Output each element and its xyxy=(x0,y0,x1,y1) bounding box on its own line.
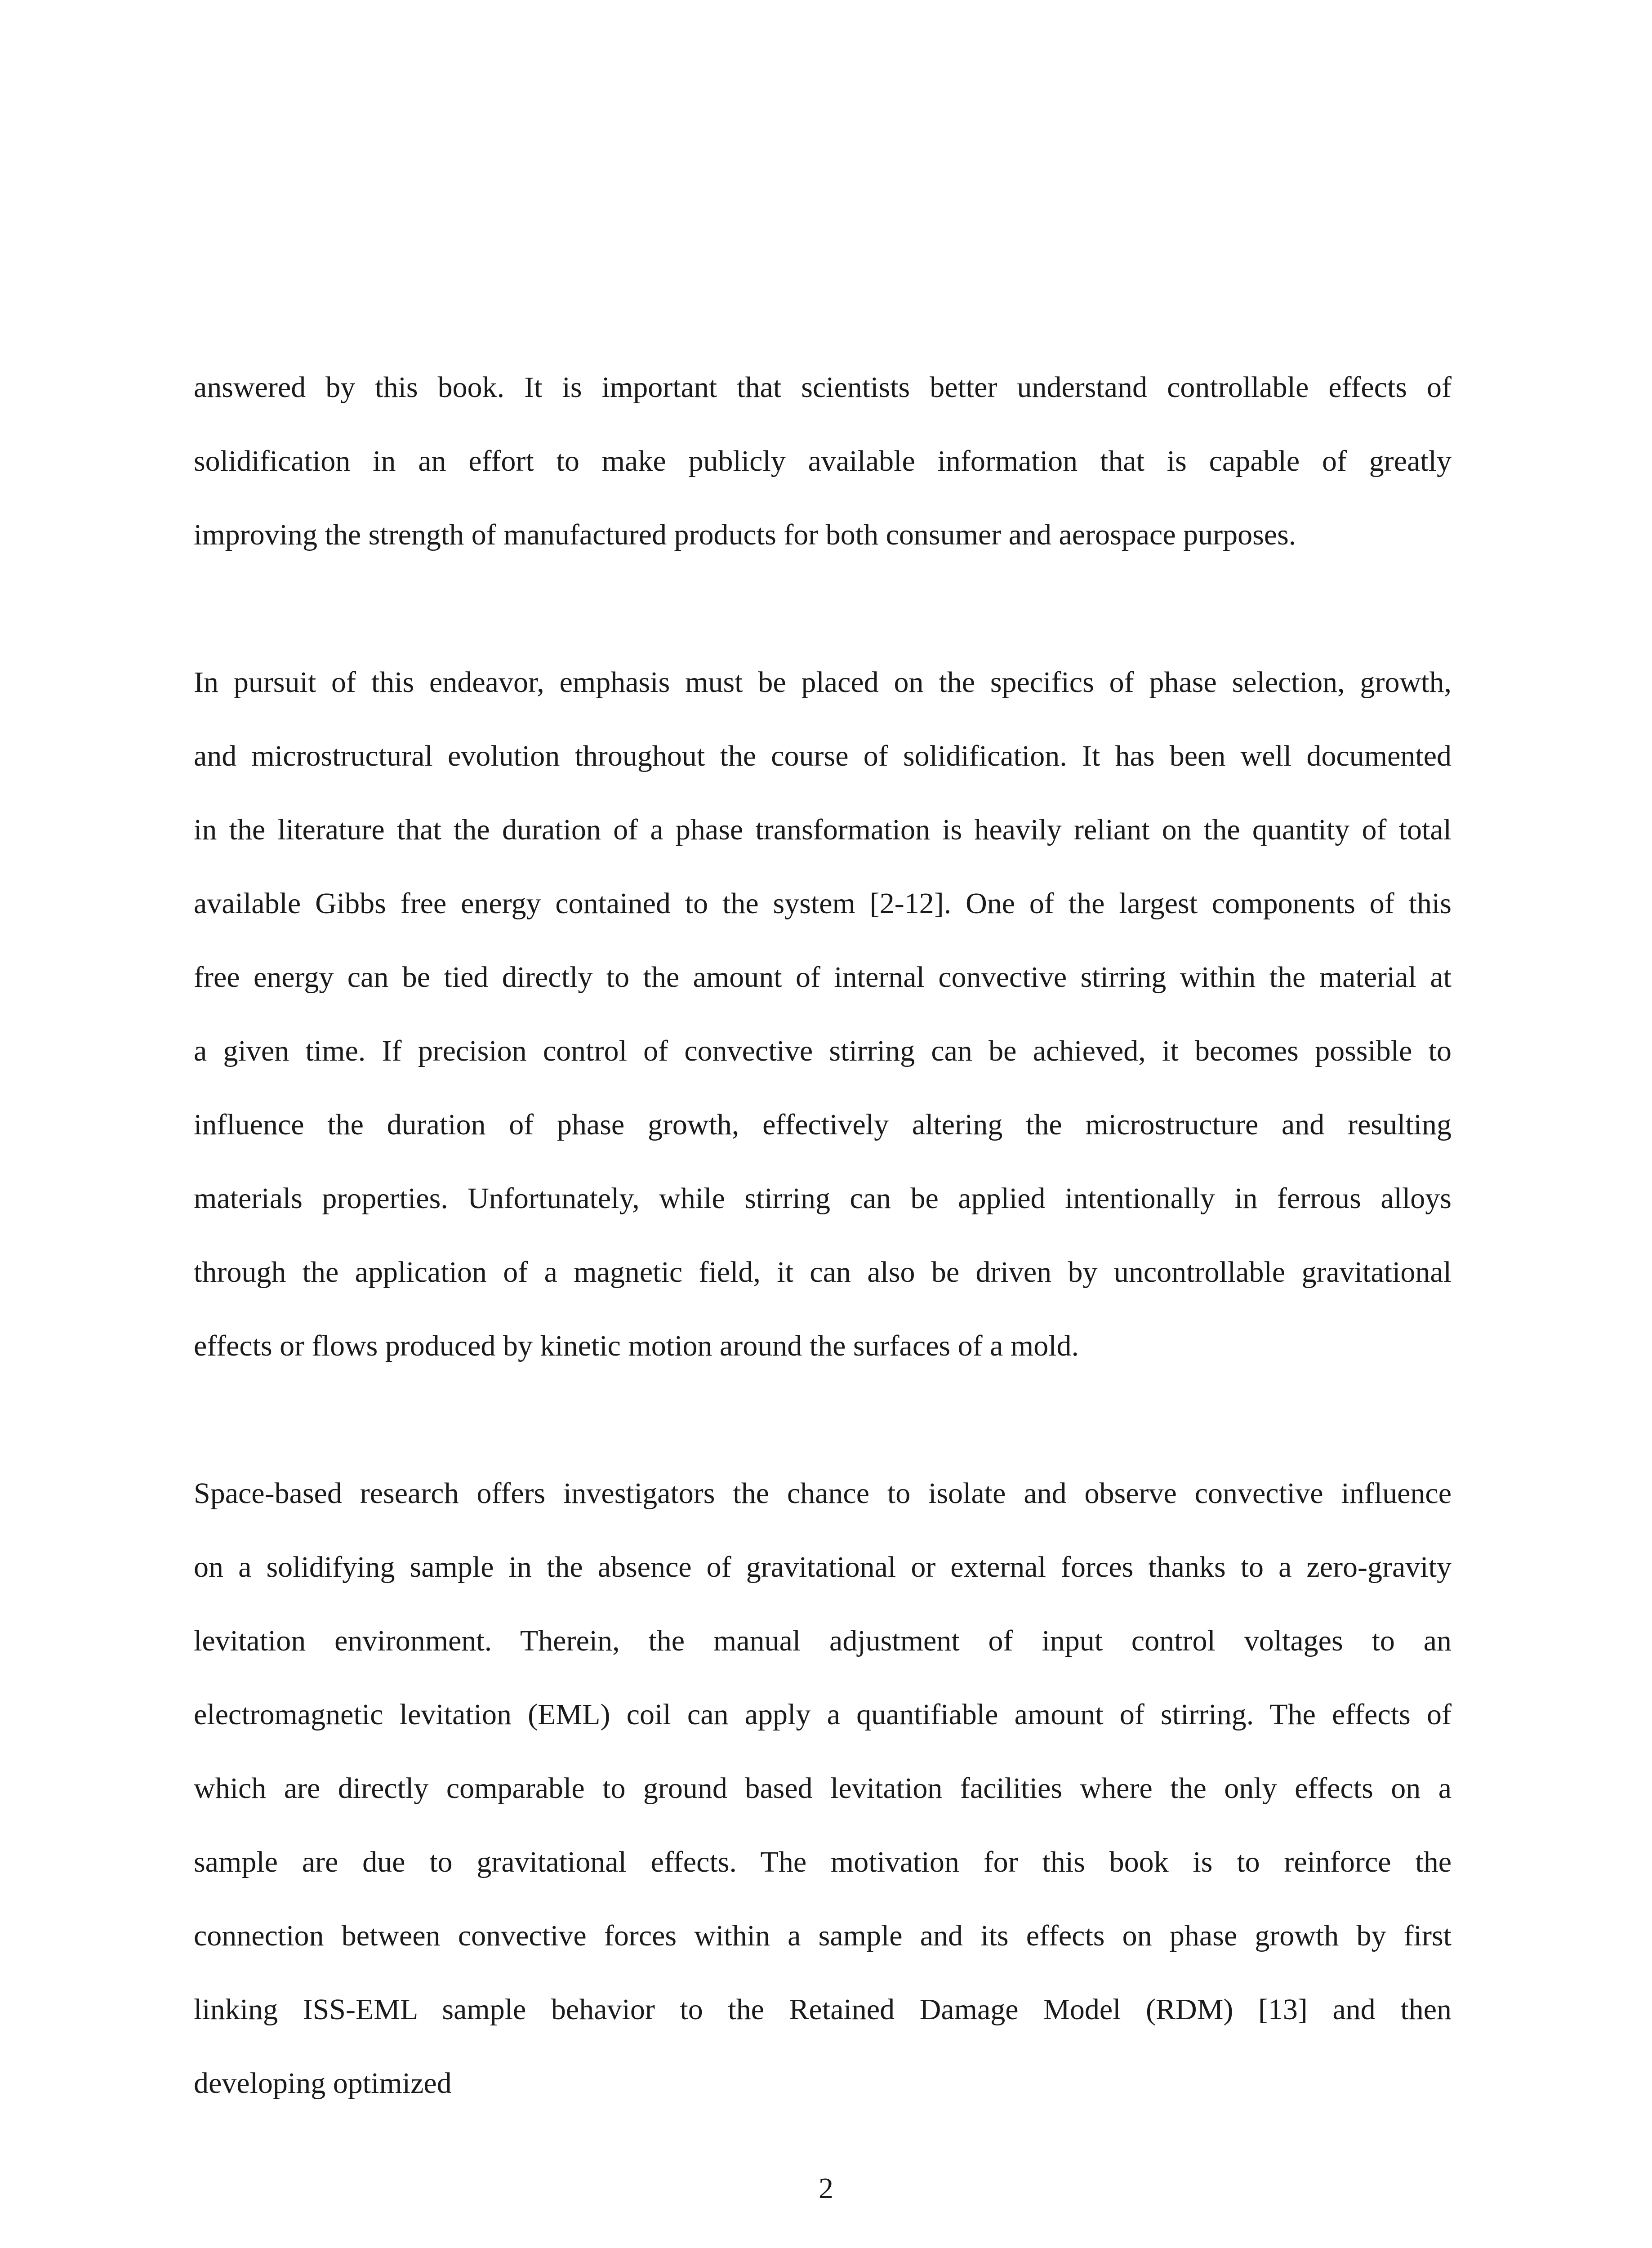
paragraph-line: Space-based research offers investigators the chance to isolate and observe convective influence xyxy=(194,1477,1452,1510)
paragraph-line: In pursuit of this endeavor, emphasis must be placed on the specifics of phase selection, growth, xyxy=(194,666,1452,699)
paragraph-line: answered by this book. It is important that scientists better understand controllable effects of xyxy=(194,371,1452,404)
paragraph-line: electromagnetic levitation (EML) coil can apply a quantifiable amount of stirring. The effects of xyxy=(194,1698,1452,1731)
paragraph-line: which are directly comparable to ground based levitation facilities where the only effects on a xyxy=(194,1772,1452,1805)
paragraph-line: linking ISS-EML sample behavior to the Retained Damage Model (RDM) [13] and then xyxy=(194,1993,1452,2026)
paragraph-line: connection between convective forces within a sample and its effects on phase growth by first xyxy=(194,1919,1452,1952)
paragraph-line: developing optimized xyxy=(194,2067,452,2100)
paragraph-line: solidification in an effort to make publicly available information that is capable of greatly xyxy=(194,445,1452,477)
paragraph-line: available Gibbs free energy contained to the system [2-12]. One of the largest components of this xyxy=(194,887,1452,920)
paragraph-line: a given time. If precision control of convective stirring can be achieved, it becomes possible to xyxy=(194,1035,1452,1067)
paragraph-line: sample are due to gravitational effects. The motivation for this book is to reinforce the xyxy=(194,1846,1452,1878)
paragraph-line: effects or flows produced by kinetic motion around the surfaces of a mold. xyxy=(194,1329,1079,1362)
paragraph-line: and microstructural evolution throughout the course of solidification. It has been well documented xyxy=(194,740,1452,772)
paragraph-line: through the application of a magnetic field, it can also be driven by uncontrollable gravitational xyxy=(194,1256,1452,1289)
paragraph-line: improving the strength of manufactured products for both consumer and aerospace purposes. xyxy=(194,518,1296,551)
paragraph-line: levitation environment. Therein, the manual adjustment of input control voltages to an xyxy=(194,1624,1452,1657)
paragraph-line: materials properties. Unfortunately, while stirring can be applied intentionally in ferrous alloys xyxy=(194,1182,1452,1215)
paragraph-line: in the literature that the duration of a phase transformation is heavily reliant on the quantity of total xyxy=(194,813,1452,846)
page-number: 2 xyxy=(819,2172,833,2205)
paragraph-line: influence the duration of phase growth, effectively altering the microstructure and resulting xyxy=(194,1108,1452,1141)
paragraph-line: free energy can be tied directly to the amount of internal convective stirring within the material at xyxy=(194,961,1452,994)
paragraph-line: on a solidifying sample in the absence of gravitational or external forces thanks to a zero-gravity xyxy=(194,1551,1452,1583)
